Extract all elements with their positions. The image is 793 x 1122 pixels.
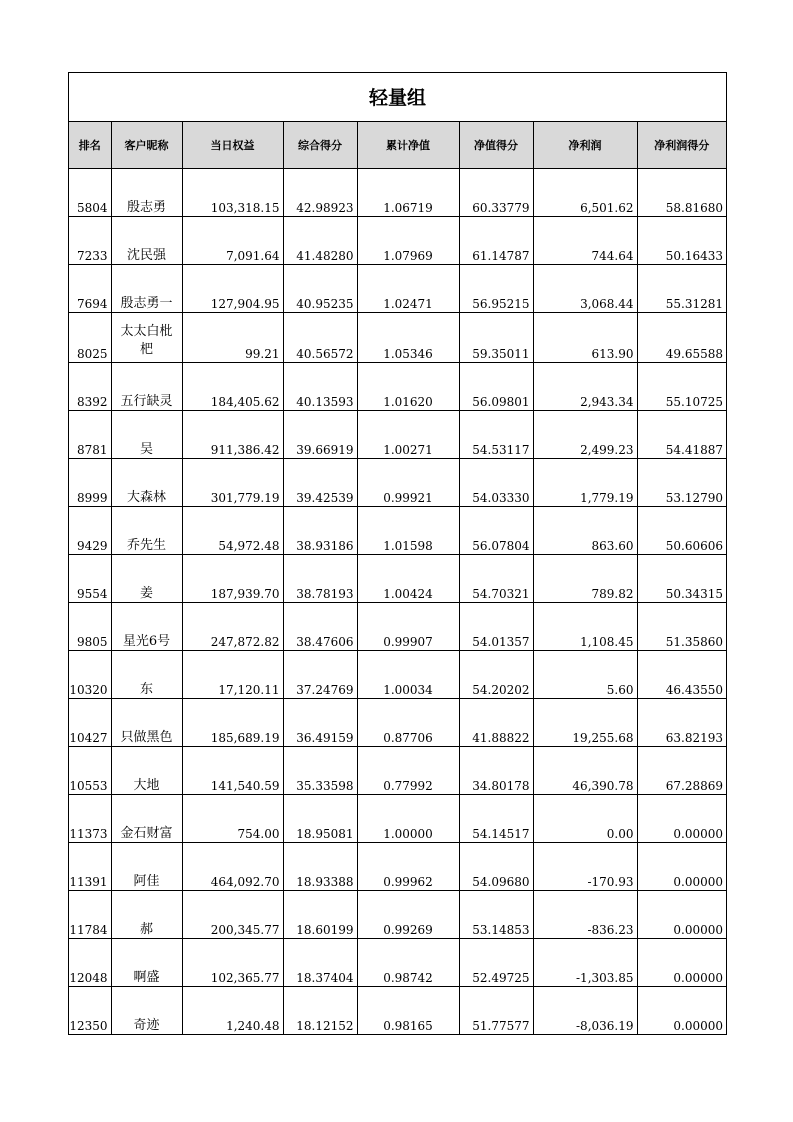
profit-cell: 19,255.68 [533, 699, 637, 747]
table-row [69, 265, 726, 313]
table-row [69, 795, 726, 843]
equity-cell: 17,120.11 [182, 651, 283, 699]
nav-cell: 1.00034 [357, 651, 459, 699]
nickname-cell: 大地 [111, 747, 182, 795]
equity-cell: 247,872.82 [182, 603, 283, 651]
nickname-cell: 殷志勇 [111, 169, 182, 217]
score-cell: 39.66919 [283, 411, 357, 459]
profit-cell: 5.60 [533, 651, 637, 699]
profit-cell: 3,068.44 [533, 265, 637, 313]
score-cell: 36.49159 [283, 699, 357, 747]
nav-header: 累计净值 [357, 122, 459, 169]
table-row [69, 169, 726, 217]
profit-cell: -170.93 [533, 843, 637, 891]
nav-score-header: 净值得分 [459, 122, 533, 169]
profit-cell: 46,390.78 [533, 747, 637, 795]
profit-cell: 863.60 [533, 507, 637, 555]
score-cell: 42.98923 [283, 169, 357, 217]
nickname-cell: 沈民强 [111, 217, 182, 265]
equity-cell: 7,091.64 [182, 217, 283, 265]
equity-cell: 754.00 [182, 795, 283, 843]
table-row [69, 313, 726, 363]
profit-cell: 613.90 [533, 313, 637, 363]
nickname-cell: 东 [111, 651, 182, 699]
rank-cell: 11391 [69, 843, 111, 891]
nav-score-cell: 51.77577 [459, 987, 533, 1035]
equity-cell: 54,972.48 [182, 507, 283, 555]
score-cell: 40.13593 [283, 363, 357, 411]
nav-cell: 1.00424 [357, 555, 459, 603]
profit-cell: 0.00 [533, 795, 637, 843]
score-cell: 41.48280 [283, 217, 357, 265]
nav-cell: 1.05346 [357, 313, 459, 363]
profit-cell: 1,108.45 [533, 603, 637, 651]
nickname-cell: 郝 [111, 891, 182, 939]
profit-score-cell: 50.16433 [637, 217, 726, 265]
equity-cell: 200,345.77 [182, 891, 283, 939]
score-cell: 35.33598 [283, 747, 357, 795]
profit-score-cell: 0.00000 [637, 795, 726, 843]
profit-score-cell: 49.65588 [637, 313, 726, 363]
table-row [69, 651, 726, 699]
profit-score-cell: 54.41887 [637, 411, 726, 459]
score-cell: 38.93186 [283, 507, 357, 555]
rank-header: 排名 [69, 122, 111, 169]
rank-cell: 9805 [69, 603, 111, 651]
equity-cell: 911,386.42 [182, 411, 283, 459]
profit-score-cell: 63.82193 [637, 699, 726, 747]
nav-score-cell: 60.33779 [459, 169, 533, 217]
equity-cell: 187,939.70 [182, 555, 283, 603]
profit-score-cell: 0.00000 [637, 843, 726, 891]
profit-cell: 2,943.34 [533, 363, 637, 411]
score-cell: 38.78193 [283, 555, 357, 603]
nickname-cell: 星光6号 [111, 603, 182, 651]
profit-score-cell: 53.12790 [637, 459, 726, 507]
nav-score-cell: 54.20202 [459, 651, 533, 699]
table-row [69, 603, 726, 651]
nav-score-cell: 41.88822 [459, 699, 533, 747]
table-row [69, 699, 726, 747]
nickname-cell: 殷志勇一 [111, 265, 182, 313]
nav-score-cell: 56.95215 [459, 265, 533, 313]
nav-cell: 0.99907 [357, 603, 459, 651]
profit-cell: 744.64 [533, 217, 637, 265]
profit-score-cell: 46.43550 [637, 651, 726, 699]
profit-cell: -1,303.85 [533, 939, 637, 987]
rank-cell: 8392 [69, 363, 111, 411]
profit-score-cell: 0.00000 [637, 987, 726, 1035]
nickname-cell: 啊盛 [111, 939, 182, 987]
nav-score-cell: 54.53117 [459, 411, 533, 459]
profit-score-cell: 0.00000 [637, 891, 726, 939]
equity-header: 当日权益 [182, 122, 283, 169]
equity-cell: 141,540.59 [182, 747, 283, 795]
nav-score-cell: 54.03330 [459, 459, 533, 507]
rank-cell: 12048 [69, 939, 111, 987]
profit-cell: -8,036.19 [533, 987, 637, 1035]
nav-score-cell: 54.01357 [459, 603, 533, 651]
score-cell: 18.93388 [283, 843, 357, 891]
profit-score-header: 净利润得分 [637, 122, 726, 169]
nav-cell: 1.00000 [357, 795, 459, 843]
rank-cell: 11373 [69, 795, 111, 843]
score-cell: 38.47606 [283, 603, 357, 651]
nav-score-cell: 54.70321 [459, 555, 533, 603]
table-row [69, 459, 726, 507]
table-row [69, 939, 726, 987]
profit-score-cell: 50.60606 [637, 507, 726, 555]
rank-cell: 12350 [69, 987, 111, 1035]
equity-cell: 185,689.19 [182, 699, 283, 747]
rank-cell: 11784 [69, 891, 111, 939]
rank-cell: 7694 [69, 265, 111, 313]
nav-cell: 0.87706 [357, 699, 459, 747]
rank-cell: 10320 [69, 651, 111, 699]
rank-cell: 9429 [69, 507, 111, 555]
nav-score-cell: 53.14853 [459, 891, 533, 939]
profit-cell: 6,501.62 [533, 169, 637, 217]
nickname-cell: 五行缺灵 [111, 363, 182, 411]
nav-cell: 0.99269 [357, 891, 459, 939]
equity-cell: 184,405.62 [182, 363, 283, 411]
profit-score-cell: 55.10725 [637, 363, 726, 411]
nav-cell: 0.77992 [357, 747, 459, 795]
score-cell: 39.42539 [283, 459, 357, 507]
nav-score-cell: 61.14787 [459, 217, 533, 265]
score-header: 综合得分 [283, 122, 357, 169]
table-row [69, 843, 726, 891]
nav-cell: 1.06719 [357, 169, 459, 217]
profit-cell: 789.82 [533, 555, 637, 603]
score-cell: 37.24769 [283, 651, 357, 699]
nickname-cell: 金石财富 [111, 795, 182, 843]
score-cell: 18.37404 [283, 939, 357, 987]
table-row [69, 217, 726, 265]
table-row [69, 555, 726, 603]
profit-score-cell: 0.00000 [637, 939, 726, 987]
rank-cell: 9554 [69, 555, 111, 603]
nickname-cell: 太太白枇杷 [111, 313, 182, 363]
nav-score-cell: 56.09801 [459, 363, 533, 411]
nickname-header: 客户昵称 [111, 122, 182, 169]
nickname-cell: 姜 [111, 555, 182, 603]
nickname-cell: 阿佳 [111, 843, 182, 891]
profit-score-cell: 51.35860 [637, 603, 726, 651]
nav-score-cell: 56.07804 [459, 507, 533, 555]
nav-cell: 1.02471 [357, 265, 459, 313]
nickname-cell: 吴 [111, 411, 182, 459]
nav-cell: 0.99921 [357, 459, 459, 507]
profit-cell: 1,779.19 [533, 459, 637, 507]
score-cell: 40.56572 [283, 313, 357, 363]
table-row [69, 507, 726, 555]
equity-cell: 103,318.15 [182, 169, 283, 217]
equity-cell: 464,092.70 [182, 843, 283, 891]
nickname-cell: 乔先生 [111, 507, 182, 555]
nav-score-cell: 52.49725 [459, 939, 533, 987]
profit-score-cell: 55.31281 [637, 265, 726, 313]
nav-cell: 0.98742 [357, 939, 459, 987]
nav-cell: 1.01620 [357, 363, 459, 411]
equity-cell: 1,240.48 [182, 987, 283, 1035]
profit-score-cell: 58.81680 [637, 169, 726, 217]
nav-cell: 1.07969 [357, 217, 459, 265]
table-row [69, 411, 726, 459]
nav-cell: 1.00271 [357, 411, 459, 459]
score-cell: 40.95235 [283, 265, 357, 313]
rank-cell: 8025 [69, 313, 111, 363]
score-cell: 18.12152 [283, 987, 357, 1035]
profit-score-cell: 67.28869 [637, 747, 726, 795]
equity-cell: 127,904.95 [182, 265, 283, 313]
nav-score-cell: 54.14517 [459, 795, 533, 843]
rank-cell: 8999 [69, 459, 111, 507]
nav-cell: 0.99962 [357, 843, 459, 891]
profit-cell: 2,499.23 [533, 411, 637, 459]
table-row [69, 747, 726, 795]
rank-cell: 8781 [69, 411, 111, 459]
profit-cell: -836.23 [533, 891, 637, 939]
table-row [69, 987, 726, 1035]
equity-cell: 102,365.77 [182, 939, 283, 987]
table-row [69, 363, 726, 411]
nav-cell: 1.01598 [357, 507, 459, 555]
table-body [69, 169, 726, 1035]
ranking-sheet [68, 72, 727, 1035]
nickname-cell: 大森林 [111, 459, 182, 507]
table-title: 轻量组 [69, 73, 726, 122]
nav-score-cell: 54.09680 [459, 843, 533, 891]
nickname-cell: 奇迹 [111, 987, 182, 1035]
nickname-cell: 只做黑色 [111, 699, 182, 747]
rank-cell: 10427 [69, 699, 111, 747]
rank-cell: 10553 [69, 747, 111, 795]
nav-score-cell: 34.80178 [459, 747, 533, 795]
table-row [69, 891, 726, 939]
nav-cell: 0.98165 [357, 987, 459, 1035]
header-row [69, 122, 726, 169]
ranking-table [69, 122, 726, 1034]
equity-cell: 99.21 [182, 313, 283, 363]
profit-score-cell: 50.34315 [637, 555, 726, 603]
score-cell: 18.95081 [283, 795, 357, 843]
score-cell: 18.60199 [283, 891, 357, 939]
rank-cell: 7233 [69, 217, 111, 265]
nav-score-cell: 59.35011 [459, 313, 533, 363]
profit-header: 净利润 [533, 122, 637, 169]
rank-cell: 5804 [69, 169, 111, 217]
equity-cell: 301,779.19 [182, 459, 283, 507]
